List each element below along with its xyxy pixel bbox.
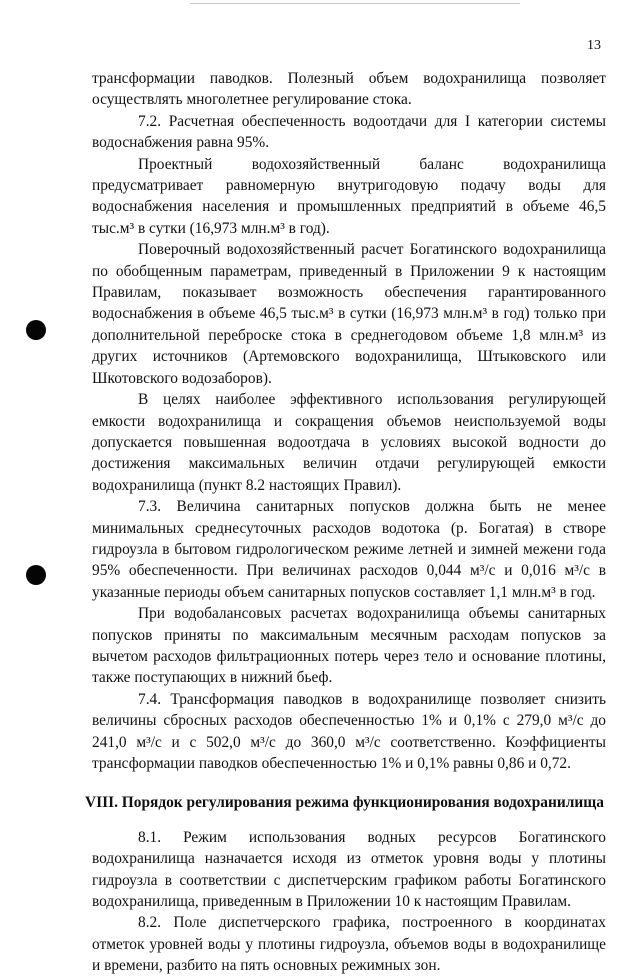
paragraph-7-2: 7.2. Расчетная обеспеченность водоотдачи для I категории системы водоснабжения равна 95%. [92, 112, 606, 152]
punch-hole-lower [26, 565, 46, 585]
paragraph-7-4: 7.4. Трансформация паводков в водохранилище позволяет снизить величины сбросных расходов обеспеченностью 1% и 0,1% с 279,0 м³/с до 241,0 м³/с и с 502,0 м³/с до 360,0 м³/с соответственно. Коэффициенты трансформации паводков обеспеченностью 1% и 0,1% равны 0,86 и 0,72. [92, 690, 606, 772]
paragraph-7-3: 7.3. Величина санитарных попусков должна быть не менее минимальных среднесуточных расходов водотока (р. Богатая) в створе гидроузла в бытовом гидрологическом режиме летней и зимней межени года 95% обеспеченности. При величинах расходов 0,044 м³/с и 0,016 м³/с в указанные периоды объем санитарных попусков составляет 1,1 млн.м³ в год. [92, 498, 606, 601]
punch-hole-upper [26, 320, 46, 340]
document-body [85, 68, 606, 977]
paragraph-sanitary: При водобалансовых расчетах водохранилища объемы санитарных попусков приняты по максимальным месячным расходам попусков за вычетом расходов фильтрационных потерь через тело и основание плотины, также поступающих в нижний бьеф. [92, 605, 606, 687]
page-number: 13 [587, 38, 601, 53]
paragraph-continuation: трансформации паводков. Полезный объем водохранилища позволяет осуществлять многолетнее регулирование стока. [92, 70, 606, 109]
paragraph-balance: Проектный водохозяйственный баланс водохранилища предусматривает равномерную внутригодовую подачу воды для водоснабжения населения и промышленных предприятий в объеме 46,5 тыс.м³ в сутки (16,973 млн.м³ в год). [92, 155, 606, 237]
paragraph-efficiency: В целях наиболее эффективного использования регулирующей емкости водохранилища и сокращения объемов неиспользуемой воды допускается повышенная водоотдача в условиях высокой водности до достижения максимальных величин отдачи регулирующей емкости водохранилища (пункт 8.2 настоящих Правил). [92, 391, 606, 494]
scan-edge-line [190, 3, 520, 4]
paragraph-8-1: 8.1. Режим использования водных ресурсов Богатинского водохранилища назначается исходя из отметок уровня воды у плотины гидроузла в соответствии с диспетчерским графиком работы Богатинского водохранилища, приведенным в Приложении 10 к настоящим Правилам. [92, 828, 606, 911]
paragraph-verification: Поверочный водохозяйственный расчет Богатинского водохранилища по обобщенным параметрам, приведенный в Приложении 9 к настоящим Правилам, показывает возможность обеспечения гарантированного водоснабжения в объеме 46,5 тыс.м³ в сутки (16,973 млн.м³ в год) только при дополнительной переброске стока в среднегодовом объеме 1,8 млн.м³ из других источников (Артемовского водохранилища, Штыковского или Шкотовского водозаборов). [92, 241, 606, 387]
section-heading: VIII. Порядок регулирования режима функционирования водохранилища [85, 794, 604, 812]
paragraph-8-2: 8.2. Поле диспетчерского графика, построенного в координатах отметок уровней воды у плотины гидроузла, объемов воды в водохранилище и времени, разбито на пять основных режимных зон. [92, 914, 606, 975]
